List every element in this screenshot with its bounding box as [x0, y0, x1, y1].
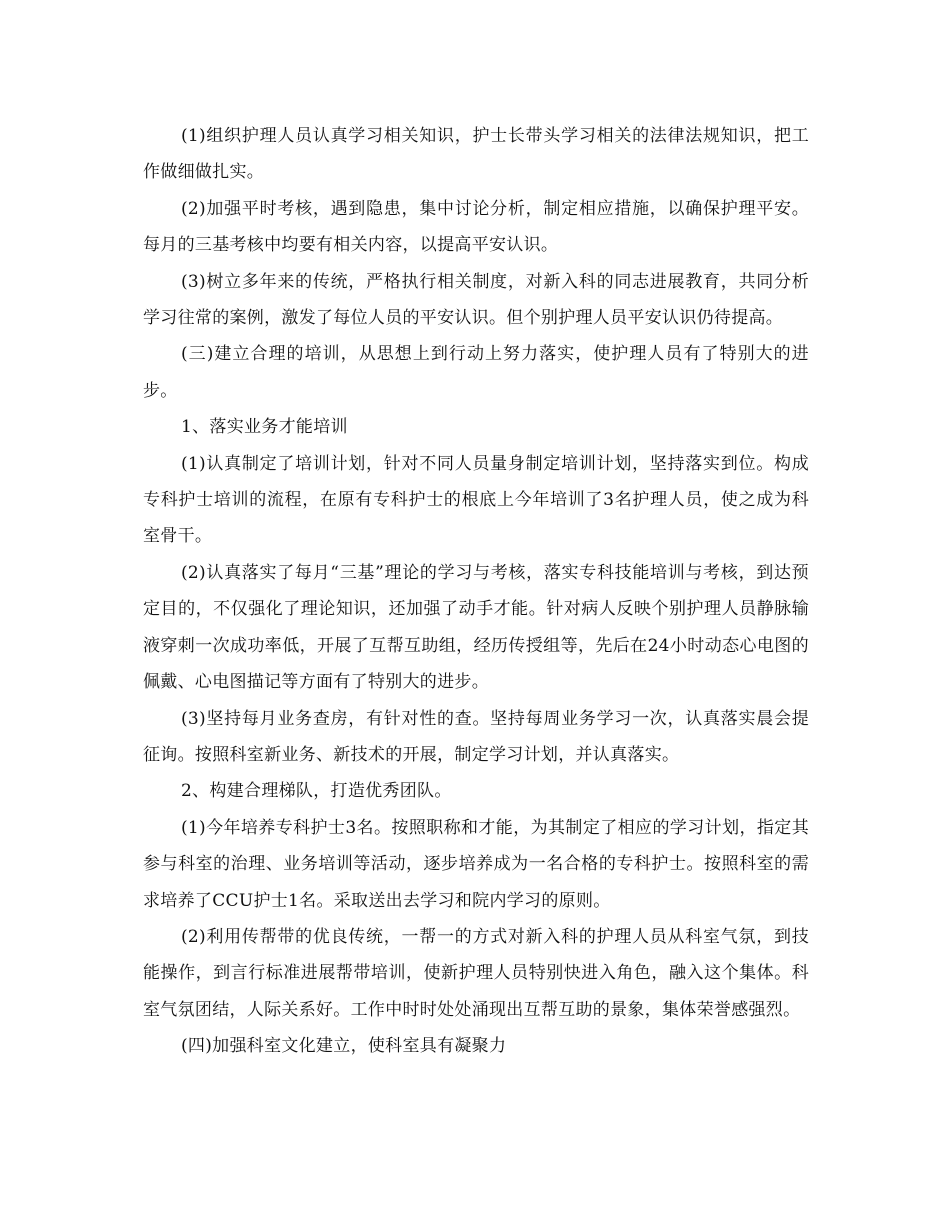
section-heading: (三)建立合理的培训，从思想上到行动上努力落实，使护理人员有了特别大的进步。 — [143, 344, 809, 401]
subsection-heading: 1、落实业务才能培训 — [181, 417, 348, 438]
section-heading: (四)加强科室文化建立，使科室具有凝聚力 — [181, 1036, 507, 1057]
paragraph: (3)坚持每月业务查房，有针对性的查。坚持每周业务学习一次，认真落实晨会提征询。按照科室新业务、新技术的开展，制定学习计划，并认真落实。 — [143, 708, 809, 765]
subsection-heading: 2、构建合理梯队，打造优秀团队。 — [181, 781, 452, 802]
paragraph: (2)利用传帮带的优良传统，一帮一的方式对新入科的护理人员从科室气氛，到技能操作，到言行标准进展帮带培训，使新护理人员特别快进入角色，融入这个集体。科室气氛团结，人际关系好。工作中时时处处涌现出互帮互助的景象，集体荣誉感强烈。 — [143, 926, 809, 1020]
paragraph: (2)认真落实了每月“三基”理论的学习与考核，落实专科技能培训与考核，到达预定目的，不仅强化了理论知识，还加强了动手才能。针对病人反映个别护理人员静脉输液穿刺一次成功率低，开展了互帮互助组，经历传授组等，先后在24小时动态心电图的佩戴、心电图描记等方面有了特别大的进步。 — [143, 562, 809, 693]
paragraph: (1)认真制定了培训计划，针对不同人员量身制定培训计划，坚持落实到位。构成专科护士培训的流程，在原有专科护士的根底上今年培训了3名护理人员，使之成为科室骨干。 — [143, 453, 809, 547]
paragraph: (3)树立多年来的传统，严格执行相关制度，对新入科的同志进展教育，共同分析学习往常的案例，激发了每位人员的平安认识。但个别护理人员平安认识仍待提高。 — [143, 271, 809, 329]
paragraph: (1)今年培养专科护士3名。按照职称和才能，为其制定了相应的学习计划，指定其参与科室的治理、业务培训等活动，逐步培养成为一名合格的专科护士。按照科室的需求培养了CCU护士1名。采取送出去学习和院内学习的原则。 — [143, 817, 809, 911]
paragraph: (1)组织护理人员认真学习相关知识，护士长带头学习相关的法律法规知识，把工作做细做扎实。 — [143, 126, 809, 183]
document-body — [143, 118, 809, 1065]
paragraph: (2)加强平时考核，遇到隐患，集中讨论分析，制定相应措施，以确保护理平安。每月的三基考核中均要有相关内容，以提高平安认识。 — [143, 198, 809, 256]
